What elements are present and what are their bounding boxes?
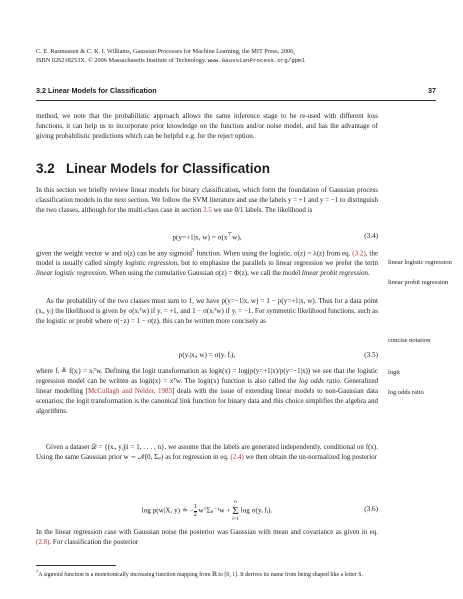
paragraph-2 (36, 247, 378, 279)
p5-t1: Given a dataset 𝒟 = {(xᵢ, yᵢ)|i = 1, . . . , n}, we assume that the labels are generated independently, conditional on f(x). Using the same Gaussian prior w ∼ 𝒩(0, Σₚ) as for regression in eq. (36, 443, 378, 461)
section-heading (36, 161, 378, 177)
margin-note-logit: logit (388, 369, 400, 376)
paragraph-1 (36, 186, 378, 216)
header-url[interactable]: www.GaussianProcess.org/gpml (207, 56, 306, 64)
p2-em-linear-logistic: linear logistic regression (36, 269, 106, 278)
ref-eq-3-2[interactable]: (3.2) (352, 249, 366, 258)
header-line-2 (36, 57, 436, 66)
p4-t1: where fᵢ ≜ f(xᵢ) = xᵢᵀw. Defining the logit transformation as logit(x) = log(p(y=+1|x)/p(y=−1|x)) we see that the logistic regression model can be written as logit(x) = xᵀw. The logit(x) function is also called the (36, 367, 378, 385)
p2-t5: . When using the cumulative Gaussian σ(z) = Φ(z), we call the model (105, 269, 302, 278)
header-rule (36, 100, 436, 101)
running-head (36, 86, 436, 96)
equation-3-5-body: p(yᵢ|xᵢ, w) = σ(yᵢ fᵢ), (178, 351, 236, 359)
equation-3-4-rhs: w), (232, 233, 242, 242)
copyright-header (36, 48, 436, 65)
footnote (36, 568, 378, 579)
equation-3-6-body (36, 500, 378, 522)
footnote-text: A sigmoid function is a monotonically increasing function mapping from ℝ to [0, 1]. It derives its name from being shaped like a letter S. (38, 571, 363, 578)
footnote-marker[interactable]: 7 (191, 249, 195, 254)
equation-3-4 (36, 232, 378, 244)
equation-3-6 (36, 498, 378, 522)
footnote-rule (36, 565, 116, 566)
paragraph-1-text-a: In this section we briefly review linear models for binary classification, which form the foundation of Gaussian process classification models in the next section. We follow the SVM literature and use the labels y = +1 and y = −1 to distinguish the two classes, although for the multi-class case in section (36, 186, 378, 214)
header-line-1: C. E. Rasmussen & C. K. I. Williams, Gaussian Processes for Machine Learning, the MIT Press, 2006, (36, 48, 295, 55)
fraction-denominator: 2 (193, 511, 197, 518)
p2-t1: given the weight vector w and σ(z) can be any sigmoid (36, 249, 192, 258)
equation-3-4-lhs: p(y=+1|x, w) = σ(x (172, 233, 228, 242)
equation-3-6-rhs: log σ(yᵢ fᵢ). (240, 506, 273, 515)
p2-t3: , the model is usually called simply (36, 249, 378, 268)
p5-t2: we then obtain the un-normalized log posterior (243, 452, 377, 461)
sum-upper-limit: n (234, 500, 237, 505)
p4-em-log-odds: log odds ratio (298, 376, 340, 385)
intro-paragraph: method, we note that the probabilistic approach allows the same inference stage to be re-used with different loss functions, it can help us to incorporate prior knowledge on the function and/or noise model, and has the advantage of giving probabilistic predictions which can be helpful e.g. for the reject option. (36, 112, 378, 140)
footnote-number: 7 (36, 569, 39, 574)
running-head-title: 3.2 Linear Models for Classification (36, 86, 157, 95)
margin-note-linear-probit: linear probit regression (388, 279, 449, 286)
p2-em-linear-probit: linear probit regression (301, 269, 369, 278)
summation-symbol: n Σ i=1 (232, 500, 239, 522)
ref-eq-2-8[interactable]: (2.8) (36, 537, 50, 546)
page-number: 37 (428, 86, 436, 95)
equation-3-6-fraction (194, 504, 197, 518)
paragraph-6 (36, 528, 378, 548)
section-number: 3.2 (36, 161, 55, 176)
equation-3-6-lhs: log p(w|X, y) ≐ − (141, 506, 194, 515)
ref-section-3-5[interactable]: 3.5 (203, 205, 212, 214)
p2-t6: . (368, 269, 370, 278)
p6-t1: In the linear regression case with Gaussian noise the posterior was Gaussian with mean and covariance as given in eq. (36, 528, 378, 536)
p2-t2: function. When using the logistic, σ(z) = λ(z) from eq. (194, 249, 353, 258)
margin-note-concise-notation: concise notation (388, 337, 431, 344)
paragraph-3: As the probability of the two classes must sum to 1, we have p(y=−1|x, w) = 1 − p(y=+1|x, w). Thus for a data point (xᵢ, yᵢ) the likelihood is given by σ(xᵢᵀw) if yᵢ = +1, and 1 − σ(xᵢᵀw) if yᵢ = −1. For symmetric likelihood functions, such as the logistic or probit where σ(−z) = 1 − σ(z), this can be written more concisely as (36, 297, 378, 325)
fraction-numerator: 1 (193, 504, 197, 510)
p2-t4: , but to emphasize the parallels to linear regression we prefer the term (177, 259, 379, 268)
p2-em-logistic-regression: logistic regression (125, 259, 178, 268)
equation-3-6-number: (3.6) (364, 505, 378, 513)
margin-note-linear-logistic: linear logistic regression (388, 259, 452, 266)
equation-3-5-number: (3.5) (364, 351, 378, 359)
paragraph-5 (36, 443, 378, 463)
header-isbn-copyright: ISBN 026218253X. © 2006 Massachusetts Institute of Technology. (36, 56, 207, 64)
p4-t3: ] deals with the issue of extending linear models to non-Gaussian data scenarios; the logit transformation is the canonical link function for binary data and this choice simplifies the algebra and algorithms. (36, 386, 379, 415)
citation-mccullagh-nelder[interactable]: McCullagh and Nelder, 1983 (87, 386, 173, 395)
section-title: Linear Models for Classification (66, 161, 271, 176)
equation-3-4-body: p(y=+1|x, w) = σ(x⊤w), (172, 233, 242, 242)
equation-3-5 (36, 351, 378, 363)
equation-3-6-mid: wᵀΣₚ⁻¹w + (198, 506, 233, 515)
margin-note-log-odds: log odds ratio (388, 389, 424, 396)
p4-t2: . Generalized linear modelling [ (36, 376, 378, 395)
paragraph-4 (36, 367, 378, 417)
p6-t2: . For classification the posterior (49, 537, 139, 546)
equation-3-4-number: (3.4) (364, 232, 378, 240)
paragraph-1-text-b: we use 0/1 labels. The likelihood is (211, 205, 313, 214)
sum-lower-limit: i=1 (232, 516, 239, 522)
ref-eq-2-4[interactable]: (2.4) (230, 452, 244, 461)
